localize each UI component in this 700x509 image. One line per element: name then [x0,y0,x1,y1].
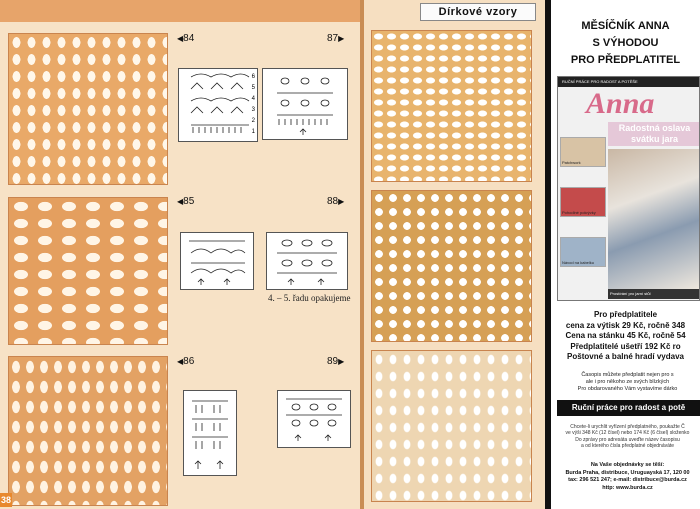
row-label: 5 [251,85,255,91]
cover-tagline: RUČNÍ PRÁCE PRO RADOST A POTĚŠE [558,77,700,87]
diagram-89-drawing [278,391,350,447]
row-label: 2 [251,118,255,124]
pattern-label-88: 88▶ [327,196,345,207]
ad-fine-line: Do zprávy pro adresáta uveďte název časopisu [575,436,680,443]
diagram-86-drawing [184,391,236,475]
triangle-right-icon: ▶ [338,357,345,366]
cover-thumb [560,187,606,217]
swatch-84 [8,33,168,185]
triangle-left-icon: ◀ [177,34,184,43]
triangle-right-icon: ▶ [338,34,345,43]
crochet-diagram-86 [183,390,237,476]
swatch-86 [8,356,168,506]
section-title: Dírkové vzory [420,3,536,21]
diagram-84-drawing [179,69,257,141]
triangle-right-icon: ▶ [338,197,345,206]
ad-offer-line: Předplatitelé ušetří 192 Kč ro [570,341,681,351]
magazine-logo: Anna [586,87,655,120]
diagram-84-row-labels [252,72,255,138]
pattern-label-85: ◀85 [177,196,195,207]
ad-offer-line: cena za výtisk 29 Kč, ročně 348 [565,320,686,330]
page-gutter [360,0,364,509]
ad-fine-print [555,424,700,450]
swatch-87 [371,30,532,182]
crochet-diagram-84 [178,68,258,142]
ad-headline-line: PRO PŘEDPLATITEL [570,54,681,66]
ad-contact [555,462,700,492]
diagram-87-drawing [263,69,347,139]
pattern-label-87: 87▶ [327,33,345,44]
pattern-label-86: ◀86 [177,356,195,367]
crochet-diagram-85 [180,232,254,290]
cover-footer: Prostírání pro jarní stůl [608,289,700,299]
cover-thumb-caption: Návod na kabelku [562,260,595,265]
subscription-ad [545,0,700,509]
ad-gift-note [555,372,700,393]
ad-contact-line: http: www.burda.cz [602,484,653,491]
ad-small-line: Časopis můžete předplatit nejen pro s [581,372,674,378]
ad-small-line: Pro obdarovaného Vám vystavíme dárko [577,386,678,392]
ad-fine-line: ve výši 348 Kč (12 čísel) nebo 174 Kč (6 čísel) složenko [565,430,690,437]
ad-offer-line: Cena na stánku 45 Kč, ročně 54 [565,331,686,340]
ad-slogan-bar: Ruční práce pro radost a potě [557,400,700,416]
crochet-diagram-88 [266,232,348,290]
ad-offer [551,310,700,363]
ad-fine-line: a od kterého čísla předplatné objednáváte [580,443,675,450]
page-number: 38 [0,495,11,505]
crochet-diagram-89 [277,390,351,448]
cover-thumb [560,137,606,167]
ad-offer-line: Poštovné a balné hradí vydava [567,352,684,361]
ad-contact-line: Burda Praha, distribuce, Uruguayská 17, 120 00 [565,469,690,476]
ad-headline [551,18,700,69]
cover-banner [608,122,700,146]
cover-thumb-caption: Patchwork [562,160,581,165]
ad-offer-line: Pro předplatitele [593,310,658,319]
diagram-85-drawing [181,233,253,289]
row-label: 1 [251,129,255,135]
cover-thumb-caption: Pohodlné pokrývky [562,210,596,215]
ad-contact-line: Na Vaše objednávky se těší: [590,462,665,468]
row-label: 4 [251,96,255,102]
ad-small-line: ale i pro někoho ze svých blízkých [585,379,670,385]
ad-contact-line: tax: 296 521 247; e-mail: distribuce@burda.cz [568,477,687,483]
cover-banner-line: Radostná oslava [618,123,691,133]
ad-headline-line: MĚSÍČNÍK ANNA [581,20,670,32]
ad-headline-line: S VÝHODOU [592,37,659,49]
pattern-label-89: 89▶ [327,356,345,367]
swatch-89 [371,350,532,502]
triangle-left-icon: ◀ [177,197,184,206]
crochet-diagram-87 [262,68,348,140]
diagram-88-drawing [267,233,347,289]
top-band [0,0,362,22]
magazine-cover [557,76,700,301]
cover-photo [608,149,700,289]
row-label: 6 [251,74,255,80]
swatch-88 [371,190,532,342]
ad-fine-line: Chcete-li urychlit vyřízení předplatného, poukažte Č [570,424,685,430]
pattern-label-84: ◀84 [177,33,195,44]
repeat-rows-note: 4. – 5. řadu opakujeme [268,293,351,303]
triangle-left-icon: ◀ [177,357,184,366]
row-label: 3 [251,107,255,113]
cover-banner-line: svátku jara [630,134,679,144]
cover-thumb [560,237,606,267]
swatch-85 [8,197,168,345]
